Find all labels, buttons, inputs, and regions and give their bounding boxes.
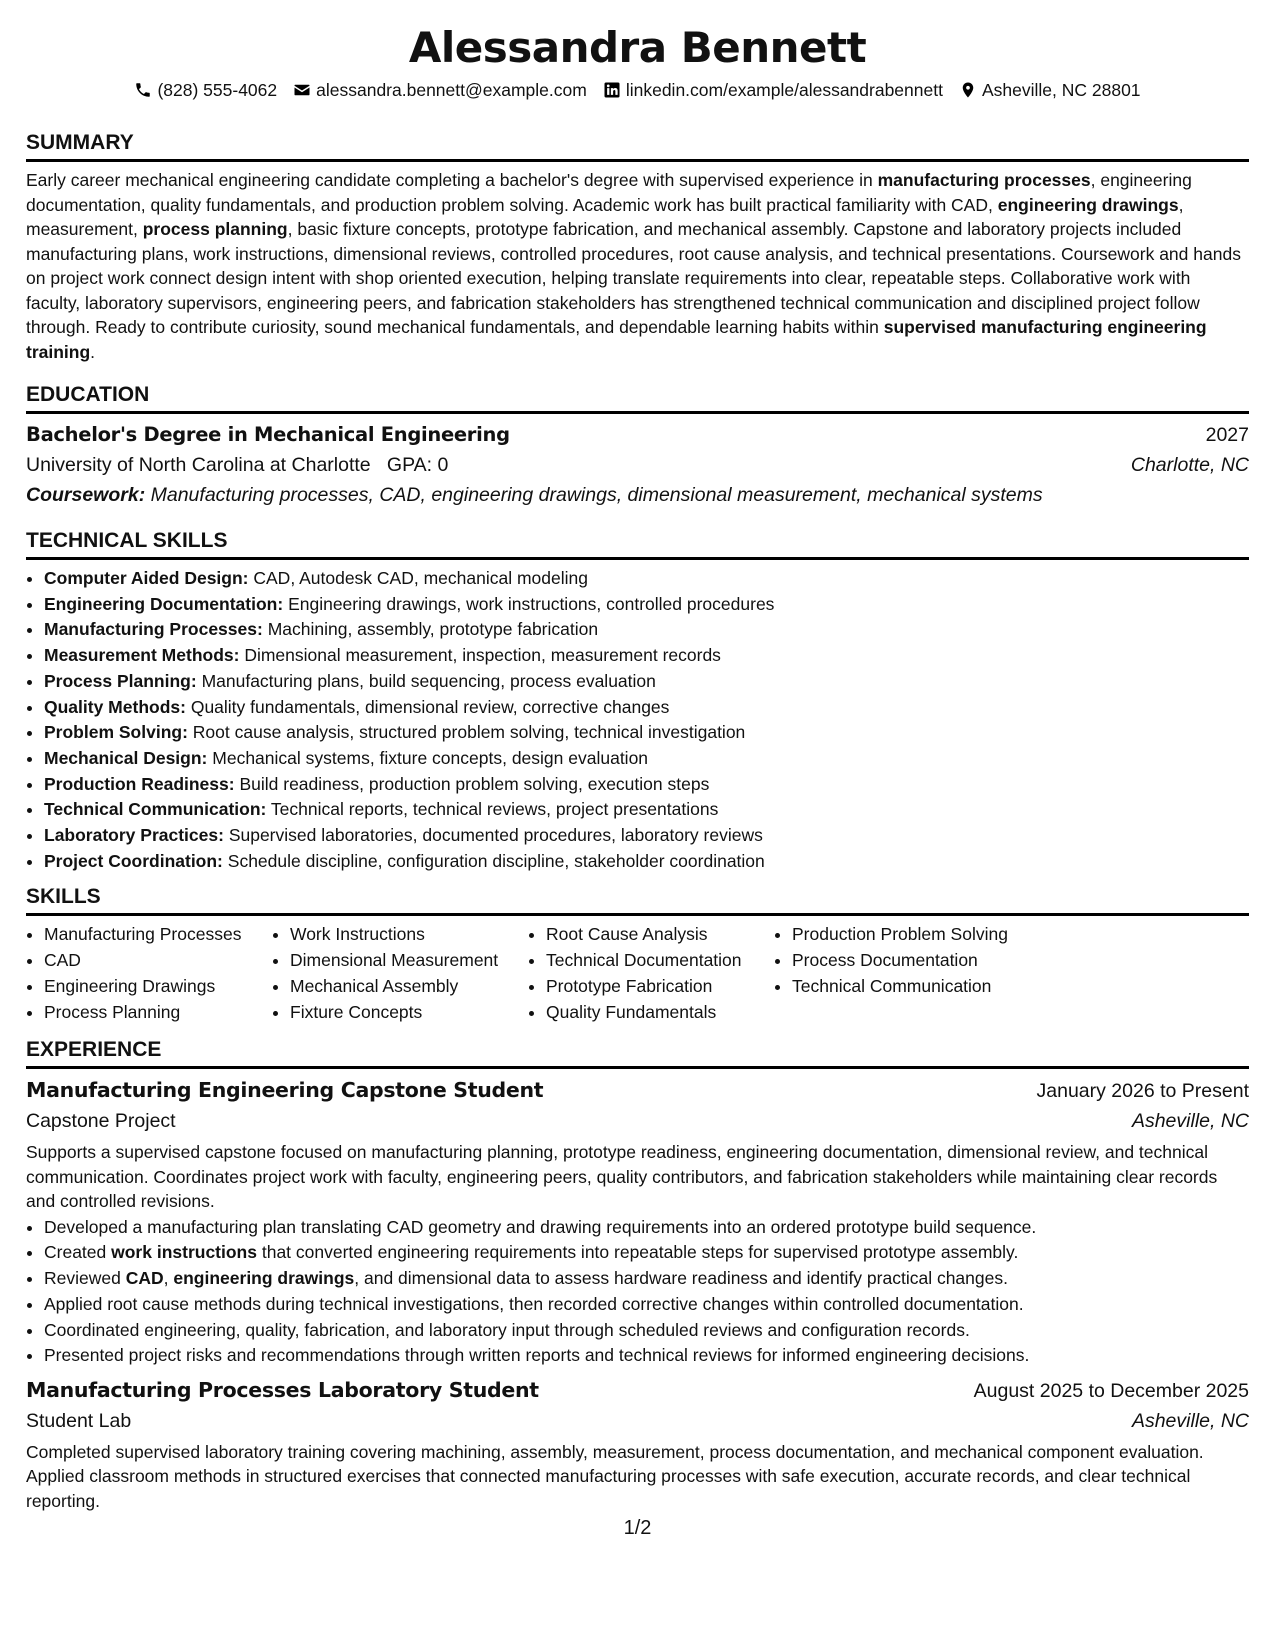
list-item xyxy=(44,1318,1249,1344)
summary-text-part: , basic fixture concepts, prototype fabrication, and mechanical assembly. Capstone and laboratory projects included manufacturing plans, work instructions, dimensional reviews, controlled procedures, root cause analysis, and technical presentations. Coursework and hands on project work connect design intent with shop oriented execution, helping translate requirements into clear, repeatable steps. Collaborative work with faculty, laboratory supervisors, engineering peers, and fabrication stakeholders has strengthened technical communication and disciplined project follow through. Ready to contribute curiosity, sound mechanical fundamentals, and dependable learning habits within xyxy=(26,219,1241,337)
job-bullets xyxy=(26,1215,1249,1369)
education-entry xyxy=(26,414,1249,450)
coursework-label: Coursework: xyxy=(26,484,146,506)
degree-title: Bachelor's Degree in Mechanical Engineering xyxy=(26,423,510,446)
bullet-text: Applied root cause methods during technical investigations, then recorded corrective changes within controlled documentation. xyxy=(44,1293,1024,1314)
list-item xyxy=(44,592,1249,618)
contact-email[interactable] xyxy=(293,78,587,102)
list-item xyxy=(44,823,1249,849)
phone-icon xyxy=(134,81,152,99)
linkedin-icon xyxy=(603,81,621,99)
job-subheader xyxy=(26,1406,1249,1436)
skills-column xyxy=(774,922,1092,1025)
skill-text: Build readiness, production problem solving, execution steps xyxy=(239,773,710,794)
job-title: Manufacturing Engineering Capstone Student xyxy=(26,1078,544,1103)
skills-column xyxy=(272,922,528,1025)
skill-label: Laboratory Practices: xyxy=(44,825,224,846)
list-item: • Technical Communication xyxy=(792,974,1092,1000)
school-location: Charlotte, NC xyxy=(1130,454,1249,476)
skill-label: Project Coordination: xyxy=(44,850,223,871)
gpa: GPA: 0 xyxy=(386,454,449,476)
list-item xyxy=(44,1240,1249,1266)
summary-emphasis: process planning xyxy=(142,219,288,239)
list-item xyxy=(44,772,1249,798)
email-link[interactable]: alessandra.bennett@example.com xyxy=(316,80,587,100)
contact-phone xyxy=(134,78,277,102)
list-item xyxy=(44,566,1249,592)
skill-label: Production Readiness: xyxy=(44,773,235,794)
job-location: Asheville, NC xyxy=(1131,1110,1249,1133)
job-description: Supports a supervised capstone focused on manufacturing planning, prototype readiness, engineering documentation, dimensional review, and technical communication. Coordinates project work with faculty, engineering peers, quality contributors, and fabrication stakeholders while maintaining clear records and controlled revisions. xyxy=(26,1142,1218,1212)
skill-label: Quality Methods: xyxy=(44,696,186,717)
list-item xyxy=(44,617,1249,643)
bullet-text: , and dimensional data to assess hardware readiness and identify practical changes. xyxy=(354,1268,1008,1289)
job-subheader xyxy=(26,1106,1249,1136)
skill-text: Schedule discipline, configuration discipline, stakeholder coordination xyxy=(227,850,765,871)
skill-label: Manufacturing Processes: xyxy=(44,619,263,640)
list-item: • Engineering Drawings xyxy=(44,974,272,1000)
skill-label: Mechanical Design: xyxy=(44,747,208,768)
skills-column xyxy=(528,922,774,1025)
skills-heading: SKILLS xyxy=(26,884,1249,916)
list-item: • Manufacturing Processes xyxy=(44,922,272,948)
summary-emphasis: supervised manufacturing engineering training xyxy=(26,317,1207,362)
job-header xyxy=(26,1369,1249,1406)
bullet-emphasis: CAD xyxy=(125,1268,164,1289)
list-item: • Prototype Fabrication xyxy=(546,974,774,1000)
experience-heading: EXPERIENCE xyxy=(26,1037,1249,1069)
location-text: Asheville, NC 28801 xyxy=(981,80,1141,100)
job-description: Completed supervised laboratory training covering machining, assembly, measurement, process documentation, and mechanical component evaluation. Applied classroom methods in structured exercises that connected manufacturing processes with safe execution, accurate records, and clear technical reporting. xyxy=(26,1441,1204,1511)
list-item xyxy=(44,1292,1249,1318)
job-dates: January 2026 to Present xyxy=(1036,1080,1249,1103)
skill-text: Dimensional measurement, inspection, measurement records xyxy=(244,645,721,666)
skill-label: Engineering Documentation: xyxy=(44,593,284,614)
summary-text-part: Early career mechanical engineering candidate completing a bachelor's degree with supervised experience in xyxy=(26,170,878,190)
education-school-row xyxy=(26,450,1249,480)
job-dates: August 2025 to December 2025 xyxy=(973,1379,1249,1402)
skill-label: Computer Aided Design: xyxy=(44,568,249,588)
phone-text: (828) 555-4062 xyxy=(157,80,278,100)
coursework-text: Manufacturing processes, CAD, engineering drawings, dimensional measurement, mechanical systems xyxy=(150,484,1043,506)
contact-row xyxy=(26,78,1249,102)
bullet-emphasis: work instructions xyxy=(111,1242,257,1263)
list-item: • Work Instructions xyxy=(290,922,528,948)
contact-location xyxy=(959,78,1141,102)
job-org: Capstone Project xyxy=(26,1110,176,1133)
technical-skills-list xyxy=(26,566,1249,874)
list-item: • Quality Fundamentals xyxy=(546,1000,774,1026)
list-item xyxy=(44,1266,1249,1292)
skill-text: Technical reports, technical reviews, project presentations xyxy=(270,799,719,820)
skill-label: Problem Solving: xyxy=(44,722,188,743)
summary-heading: SUMMARY xyxy=(26,130,1249,162)
skill-text: Machining, assembly, prototype fabrication xyxy=(267,619,599,640)
list-item: • Technical Documentation xyxy=(546,948,774,974)
skill-text: Manufacturing plans, build sequencing, process evaluation xyxy=(201,670,656,691)
bullet-text: Presented project risks and recommendations through written reports and technical reviews for informed engineering decisions. xyxy=(44,1345,1030,1366)
skill-text: Quality fundamentals, dimensional review, corrective changes xyxy=(190,696,670,717)
page-number: 1/2 xyxy=(623,1517,652,1539)
list-item: • Production Problem Solving xyxy=(792,922,1092,948)
list-item xyxy=(44,643,1249,669)
list-item xyxy=(44,720,1249,746)
summary-text-part: , engineering documentation, quality fundamentals, and production problem solving. Academic work has built practical familiarity with CAD, xyxy=(26,170,1192,215)
school-line xyxy=(26,450,448,480)
graduation-year: 2027 xyxy=(1205,424,1249,446)
list-item: • Root Cause Analysis xyxy=(546,922,774,948)
skill-label: Process Planning: xyxy=(44,670,197,691)
list-item xyxy=(44,746,1249,772)
list-item: • Process Documentation xyxy=(792,948,1092,974)
technical-skills-heading: TECHNICAL SKILLS xyxy=(26,528,1249,560)
list-item xyxy=(44,695,1249,721)
list-item: • Fixture Concepts xyxy=(290,1000,528,1026)
bullet-text: Developed a manufacturing plan translating CAD geometry and drawing requirements into an ordered prototype build sequence. xyxy=(44,1216,1037,1237)
list-item: • Process Planning xyxy=(44,1000,272,1026)
skill-text: Engineering drawings, work instructions, controlled procedures xyxy=(288,593,775,614)
skill-text: Mechanical systems, fixture concepts, design evaluation xyxy=(212,747,649,768)
list-item xyxy=(44,1343,1249,1369)
summary-text xyxy=(26,168,1249,364)
job-org: Student Lab xyxy=(26,1409,132,1432)
skill-label: Measurement Methods: xyxy=(44,645,240,666)
skill-text: Root cause analysis, structured problem solving, technical investigation xyxy=(192,722,746,743)
bullet-emphasis: engineering drawings xyxy=(173,1268,355,1289)
coursework-line xyxy=(26,480,1249,510)
list-item xyxy=(44,1215,1249,1241)
list-item: • Mechanical Assembly xyxy=(290,974,528,1000)
linkedin-link[interactable]: linkedin.com/example/alessandrabennett xyxy=(625,80,943,100)
skill-label: Technical Communication: xyxy=(44,799,267,820)
bullet-text: Created xyxy=(44,1242,112,1263)
school-name: University of North Carolina at Charlotte xyxy=(26,454,371,476)
bullet-text: Reviewed xyxy=(44,1268,126,1289)
list-item xyxy=(44,849,1249,875)
list-item: • CAD xyxy=(44,948,272,974)
skills-column xyxy=(26,922,272,1025)
map-pin-icon xyxy=(959,81,977,99)
list-item: • Dimensional Measurement xyxy=(290,948,528,974)
bullet-text: that converted engineering requirements into repeatable steps for supervised prototype assembly. xyxy=(256,1242,1019,1263)
contact-linkedin[interactable] xyxy=(603,78,943,102)
list-item xyxy=(44,797,1249,823)
summary-text-part: . xyxy=(90,341,96,362)
skills-grid xyxy=(26,922,1249,1025)
bullet-text: , xyxy=(163,1268,174,1289)
skill-text: Supervised laboratories, documented procedures, laboratory reviews xyxy=(228,825,763,846)
summary-emphasis: engineering drawings xyxy=(997,194,1179,215)
list-item xyxy=(44,669,1249,695)
skill-text: CAD, Autodesk CAD, mechanical modeling xyxy=(253,568,588,588)
job-location: Asheville, NC xyxy=(1131,1409,1249,1432)
job-header xyxy=(26,1069,1249,1106)
bullet-text: Coordinated engineering, quality, fabrication, and laboratory input through scheduled reviews and configuration records. xyxy=(44,1319,970,1340)
envelope-icon xyxy=(293,81,311,99)
summary-text-part: , measurement, xyxy=(26,194,1184,239)
job-title: Manufacturing Processes Laboratory Student xyxy=(26,1377,539,1402)
candidate-name: Alessandra Bennett xyxy=(408,23,867,72)
summary-emphasis: manufacturing processes xyxy=(877,170,1091,190)
education-heading: EDUCATION xyxy=(26,382,1249,414)
